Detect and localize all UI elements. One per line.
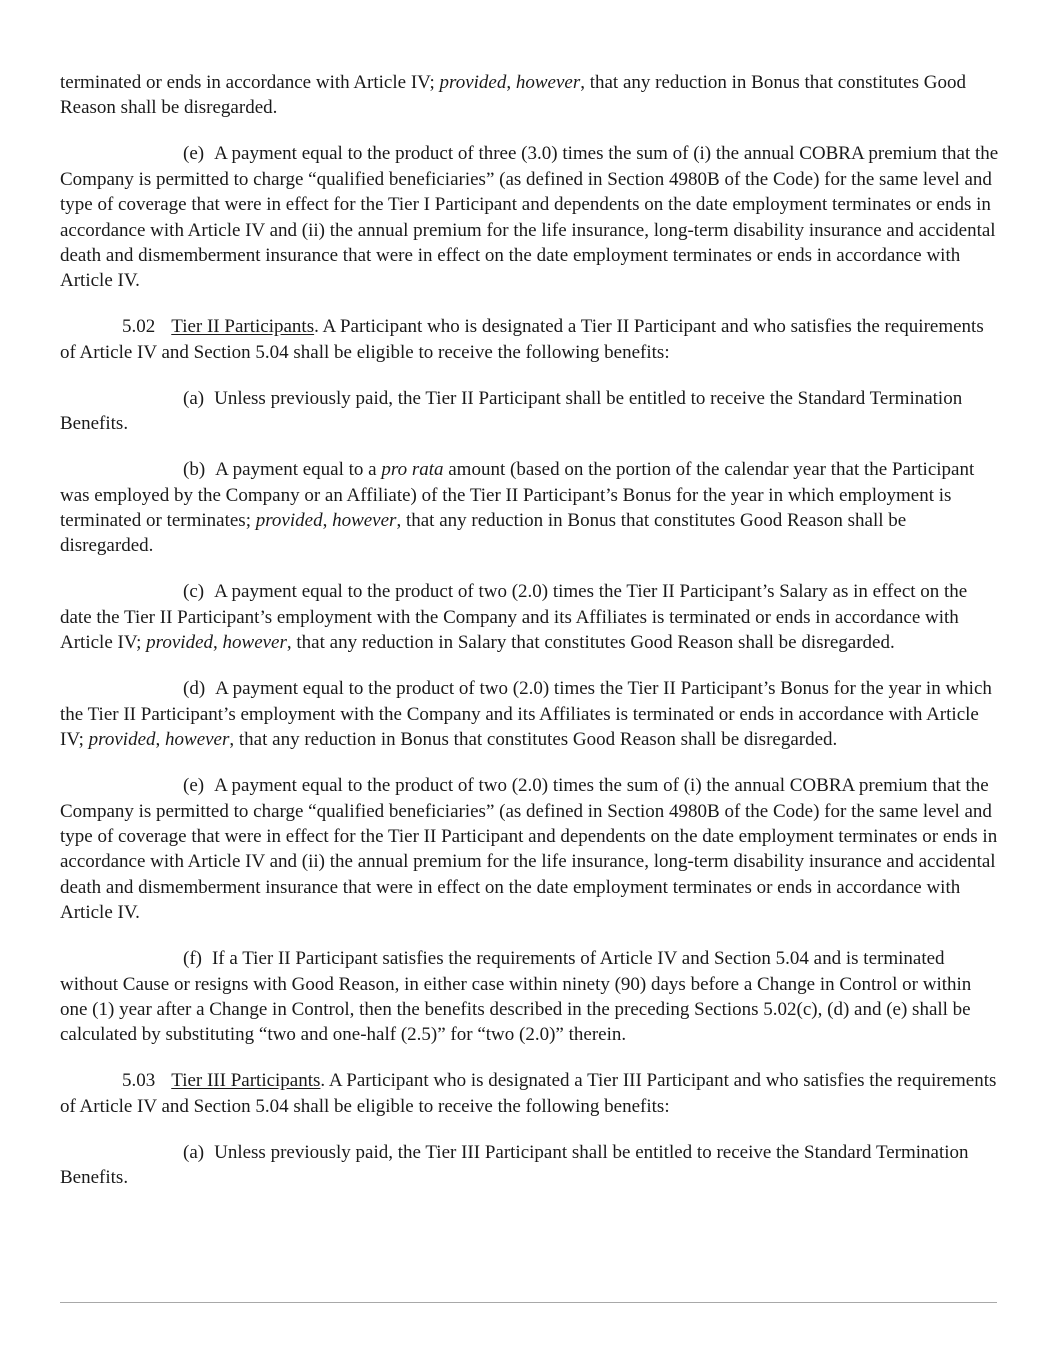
clause-text: Unless previously paid, the Tier II Participant shall be entitled to receive the Standard Termination Benefits. <box>60 387 963 435</box>
paragraph-5-02-b: (b) A payment equal to a pro rata amount (based on the portion of the calendar year that the Participant was employed by the Company or an Affiliate) of the Tier II Participant’s Bonus for the year in which employment is terminated or terminates; provided, however, that any reduction in Bonus that constitutes Good Reason shall be disregarded. <box>60 459 975 557</box>
document-page <box>60 70 1000 1211</box>
paragraph-5-02-a <box>60 386 1000 437</box>
clause-text: Unless previously paid, the Tier III Participant shall be entitled to receive the Standard Termination Benefits. <box>60 1141 969 1189</box>
clause-label: (c) <box>183 581 205 603</box>
clause-text: A payment equal to the product of two (2.0) times the sum of (i) the annual COBRA premium that the Company is permitted to charge “qualified beneficiaries” (as defined in Section 4980B of the Code) for the same level and type of coverage that were in effect for the Tier II Participant and dependents on the date employment terminates or ends in accordance with Article IV and (ii) the annual premium for the life insurance, long-term disability insurance and accidental death and dismemberment insurance that were in effect on the date employment terminates or ends in accordance with Article IV. <box>60 775 998 924</box>
italic-however: however <box>165 729 230 751</box>
paragraph-5-01-e <box>60 141 1000 293</box>
italic-however: however <box>222 632 287 654</box>
italic-pro-rata: pro rata <box>381 459 444 481</box>
footer-divider <box>60 1302 997 1303</box>
italic-however: however <box>515 72 581 93</box>
clause-label: (a) <box>183 387 205 409</box>
paragraph-continuation: terminated or ends in accordance with Article IV; provided, however, that any reduction in Bonus that constitutes Good Reason shall be disregarded. <box>60 72 966 119</box>
paragraph-5-02-c: (c) A payment equal to the product of two (2.0) times the Tier II Participant’s Salary as in effect on the date the Tier II Participant’s employment with the Company and its Affiliates is terminated or ends in accordance with Article IV; provided, however, that any reduction in Salary that constitutes Good Reason shall be disregarded. <box>60 581 968 654</box>
section-text: . A Participant who is designated a Tier II Participant and who satisfies the requirements of Article IV and Section 5.04 shall be eligible to receive the following benefits: <box>60 316 984 363</box>
section-number: 5.02 <box>122 316 156 338</box>
paragraph-5-02-d: (d) A payment equal to the product of two (2.0) times the Tier II Participant’s Bonus for the year in which the Tier II Participant’s employment with the Company and its Affiliates is terminated or ends in accordance with Article IV; provided, however, that any reduction in Bonus that constitutes Good Reason shall be disregarded. <box>60 678 992 751</box>
clause-label: (e) <box>183 143 205 165</box>
paragraph-5-03-a <box>60 1140 1000 1191</box>
paragraph-5-02-f <box>60 946 1000 1048</box>
italic-provided: provided <box>439 72 507 93</box>
section-number: 5.03 <box>122 1070 156 1092</box>
italic-provided: provided <box>255 510 323 532</box>
clause-text: A payment equal to the product of three (3.0) times the sum of (i) the annual COBRA premium that the Company is permitted to charge “qualified beneficiaries” (as defined in Section 4980B of the Code) for the same level and type of coverage that were in effect for the Tier I Participant and dependents on the date employment terminates or ends in accordance with Article IV and (ii) the annual premium for the life insurance, long-term disability insurance and accidental death and dismemberment insurance that were in effect on the date employment terminates or ends in accordance with Article IV. <box>60 143 999 292</box>
clause-label: (d) <box>183 678 206 700</box>
clause-label: (e) <box>183 775 205 797</box>
italic-provided: provided <box>146 632 214 654</box>
clause-label: (a) <box>183 1141 205 1163</box>
section-5-02 <box>60 314 1000 365</box>
italic-provided: provided <box>88 729 156 751</box>
clause-label: (b) <box>183 459 206 481</box>
section-text: . A Participant who is designated a Tier III Participant and who satisfies the requirements of Article IV and Section 5.04 shall be eligible to receive the following benefits: <box>60 1070 997 1117</box>
section-5-03 <box>60 1068 1000 1119</box>
clause-text: If a Tier II Participant satisfies the requirements of Article IV and Section 5.04 and is terminated without Cause or resigns with Good Reason, in either case within ninety (90) days before a Change in Control or within one (1) year after a Change in Control, then the benefits described in the preceding Sections 5.02(c), (d) and (e) shall be calculated by substituting “two and one-half (2.5)” for “two (2.0)” therein. <box>60 948 972 1046</box>
clause-label: (f) <box>183 948 202 970</box>
section-heading: Tier II Participants <box>171 316 315 338</box>
section-heading: Tier III Participants <box>171 1070 321 1092</box>
italic-however: however <box>332 510 397 532</box>
paragraph-5-02-e <box>60 773 1000 925</box>
